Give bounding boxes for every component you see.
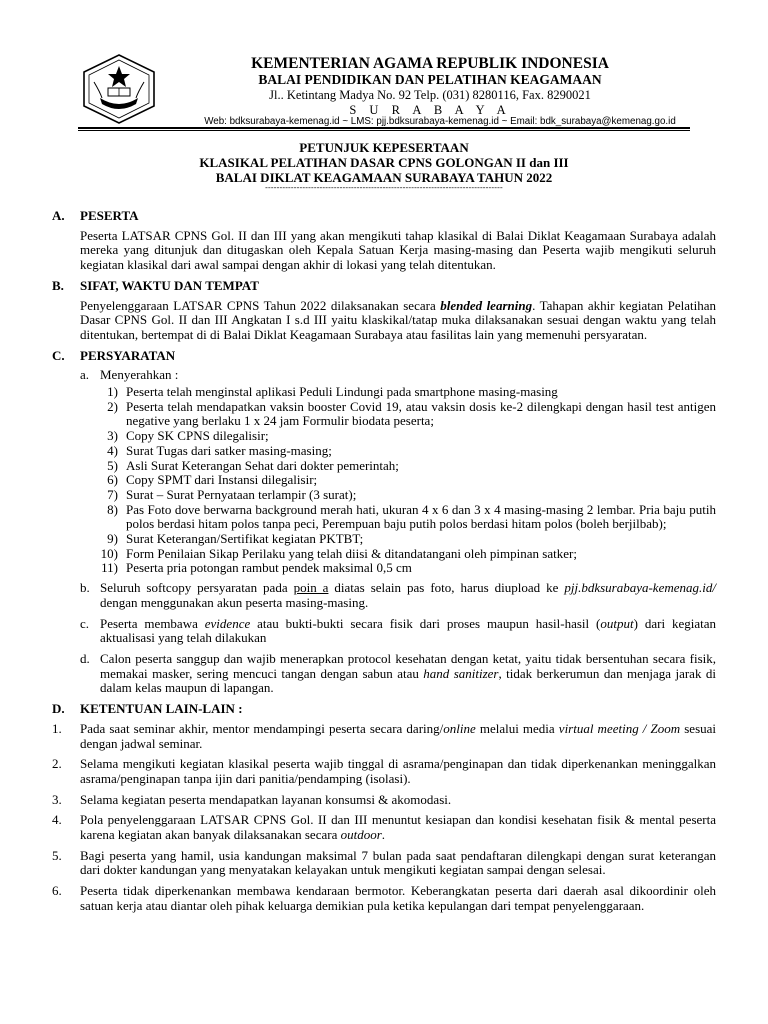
- list-item: [100, 444, 716, 459]
- list-item: [100, 488, 716, 503]
- list-item: [52, 722, 716, 751]
- section-title: PERSYARATAN: [80, 347, 176, 363]
- section-a-heading: [52, 209, 716, 224]
- text-run: sesuai dengan jadwal seminar.: [80, 720, 717, 751]
- text-emphasis: blended learning: [440, 297, 533, 313]
- item-number: 2): [107, 398, 118, 414]
- document-body: [52, 205, 716, 920]
- item-text: Selama mengikuti kegiatan klasikal peserta wajib tinggal di asrama/penginapan dan tidak diperkenankan meninggalkan asrama/penginapan tanpa ijin dari panitia/pendamping (isolasi).: [80, 756, 716, 786]
- lms-url: pjj.bdksurabaya-kemenag.id/: [564, 580, 716, 596]
- text-run: ) dari kegiatan aktualisasi yang telah dilakukan: [100, 615, 716, 646]
- section-letter: A.: [52, 208, 65, 223]
- doc-title-line2: KLASIKAL PELATIHAN DASAR CPNS GOLONGAN II dan III: [199, 155, 569, 170]
- item-text: Pas Foto dove berwarna background merah hati, ukuran 4 x 6 dan 3 x 4 masing-masing 2 lembar. Pria baju putih polos berdasi hitam polos tanpa peci, Perempuan baju putih polos berdasi hitam polos (boleh berjilbab);: [126, 501, 716, 532]
- text-run: melalui media: [475, 720, 559, 736]
- text-emphasis: hand sanitizer: [423, 665, 499, 681]
- item-text: Menyerahkan :: [100, 367, 179, 383]
- section-d-heading: [52, 702, 716, 717]
- item-text: Form Penilaian Sikap Perilaku yang telah diisi & ditandatangani oleh pimpinan satker;: [126, 545, 577, 561]
- requirement-b: [80, 581, 716, 610]
- requirement-c: [80, 617, 716, 646]
- item-text: Peserta telah mendapatkan vaksin booster Covid 19, atau vaksin dosis ke-2 dilengkapi dengan hasil test antigen negative yang berlaku 1 x 24 jam Formulir biodata peserta;: [126, 398, 716, 429]
- item-number: 5.: [52, 847, 62, 863]
- item-number: 10): [100, 545, 118, 561]
- list-item: [100, 400, 716, 429]
- item-text: Surat Keterangan/Sertifikat kegiatan PKTBT;: [126, 531, 364, 547]
- item-text: Surat – Surat Pernyataan terlampir (3 surat);: [126, 486, 357, 502]
- requirement-a: [80, 368, 716, 383]
- item-number: 9): [107, 531, 118, 547]
- address: Jl.. Ketintang Madya No. 92 Telp. (031) 8280116, Fax. 8290021: [269, 88, 591, 102]
- list-item: [100, 547, 716, 562]
- item-number: 8): [107, 501, 118, 517]
- section-title: PESERTA: [80, 208, 139, 223]
- item-number: 4.: [52, 812, 62, 828]
- item-text: Peserta tidak diperkenankan membawa kendaraan bermotor. Keberangkatan peserta dari daerah asal dikoordinir oleh satuan kerja atau diantar oleh pihak keluarga demikian pula ketika kepulangan dari tempat penyelenggaraan.: [80, 883, 716, 913]
- item-text: [100, 617, 716, 646]
- list-item: [52, 793, 716, 808]
- section-c-heading: [52, 349, 716, 364]
- web-contacts: Web: bdksurabaya-kemenag.id ~ LMS: pjj.bdksurabaya-kemenag.id ~ Email: bdk_surabaya@kemenag.go.id: [204, 116, 676, 127]
- item-letter: a.: [80, 367, 90, 383]
- text-run: , tidak berkerumun dan menjaga jarak di dalam kelas maupun di lapangan.: [100, 665, 716, 696]
- text-run: diatas selain pas foto, harus diupload ke: [328, 580, 565, 596]
- list-item: [52, 757, 716, 786]
- list-item: [100, 429, 716, 444]
- list-item: [100, 385, 716, 400]
- section-b-heading: [52, 279, 716, 294]
- section-a-text: Peserta LATSAR CPNS Gol. II dan III yang akan mengikuti tahap klasikal di Balai Diklat Keagamaan Surabaya adalah mereka yang ditunjuk dan ditugaskan oleh Kepala Satuan Kerja masing-masing dan Peserta wajib mengikuti seluruh kegiatan klasikal dari awal sampai dengan akhir di lokasi yang telah ditentukan.: [80, 227, 716, 273]
- section-b-text: [80, 299, 716, 343]
- item-text: Peserta pria potongan rambut pendek maksimal 0,5 cm: [126, 560, 412, 576]
- section-letter: C.: [52, 347, 65, 363]
- item-text: Copy SK CPNS dilegalisir;: [126, 428, 269, 444]
- list-item: [100, 459, 716, 474]
- item-number: 6): [107, 472, 118, 488]
- text-underline: poin a: [293, 580, 329, 596]
- item-text: [80, 813, 716, 842]
- item-letter: b.: [80, 580, 90, 596]
- list-item: [100, 532, 716, 547]
- text-run: Pada saat seminar akhir, mentor mendampingi peserta secara daring/: [80, 720, 444, 736]
- institution-name: BALAI PENDIDIKAN DAN PELATIHAN KEAGAMAAN: [258, 72, 602, 87]
- item-number: 4): [107, 442, 118, 458]
- text-run: Calon peserta sanggup dan wajib menerapkan protocol kesehatan dengan ketat, yaitu tidak bersentuhan secara fisik, memakai masker, sering mencuci tangan dengan sabun atau: [100, 650, 716, 681]
- item-text: [100, 581, 716, 610]
- section-letter: D.: [52, 701, 65, 717]
- item-number: 3.: [52, 791, 62, 807]
- item-number: 7): [107, 486, 118, 502]
- list-item: [100, 503, 716, 532]
- text-emphasis: virtual meeting / Zoom: [558, 720, 681, 736]
- text-run: Penyelenggaraan LATSAR CPNS Tahun 2022 dilaksanakan secara: [80, 297, 441, 313]
- list-item: [52, 884, 716, 913]
- text-emphasis: online: [443, 720, 476, 736]
- list-item: [100, 561, 716, 576]
- item-text: [80, 722, 716, 751]
- item-number: 3): [107, 428, 118, 444]
- text-run: dengan menggunakan akun peserta masing-masing.: [100, 594, 369, 610]
- text-run: . Tahapan akhir kegiatan Pelatihan Dasar CPNS Gol. II dan III Angkatan I s.d III yaitu klaskikal/tatap muka dilaksanakan sesuai dengan waktu yang telah ditentukan, bertempat di di Balai Diklat Keagamaan Surabaya atau fasilitas lain yang memenuhi persyaratan.: [80, 297, 716, 342]
- item-number: 11): [101, 560, 118, 576]
- text-emphasis: evidence: [204, 615, 251, 631]
- section-letter: B.: [52, 277, 64, 293]
- item-number: 6.: [52, 883, 62, 899]
- doc-title-line3: BALAI DIKLAT KEAGAMAAN SURABAYA TAHUN 2022: [215, 170, 553, 185]
- item-text: Peserta telah menginstal aplikasi Peduli Lindungi pada smartphone masing-masing: [126, 384, 558, 400]
- kemenag-emblem-icon: [80, 52, 158, 126]
- text-emphasis: outdoor: [340, 827, 382, 843]
- item-number: 5): [107, 457, 118, 473]
- item-number: 1.: [52, 720, 62, 736]
- doc-title-line1: PETUNJUK KEPESERTAAN: [299, 140, 469, 155]
- item-letter: d.: [80, 650, 90, 666]
- item-text: Bagi peserta yang hamil, usia kandungan maksimal 7 bulan pada saat pendaftaran dilengkapi dengan surat keterangan dari dokter kandungan yang menyatakan kelayakan untuk mengikuti kegiatan sampai dengan selesai.: [80, 847, 716, 878]
- text-emphasis: output: [600, 615, 634, 631]
- text-run: Pola penyelenggaraan LATSAR CPNS Gol. II dan III menuntut kesiapan dan kondisi kesehatan fisik & mental peserta karena kegiatan akan banyak dilaksanakan secara: [80, 812, 716, 843]
- other-provisions-list: [52, 722, 716, 914]
- section-title: SIFAT, WAKTU DAN TEMPAT: [80, 277, 259, 293]
- title-separator: -----------------------------------------------------------------------------------: [265, 183, 503, 192]
- city: S U R A B A Y A: [349, 103, 511, 117]
- item-letter: c.: [80, 615, 90, 631]
- text-run: .: [381, 827, 386, 843]
- text-run: Seluruh softcopy persyaratan pada: [100, 580, 294, 596]
- item-text: Copy SPMT dari Instansi dilegalisir;: [126, 472, 318, 488]
- list-item: [100, 473, 716, 488]
- list-item: [52, 849, 716, 878]
- ministry-name: KEMENTERIAN AGAMA REPUBLIK INDONESIA: [251, 55, 609, 72]
- item-text: [100, 652, 716, 696]
- item-text: Surat Tugas dari satker masing-masing;: [126, 442, 332, 458]
- requirement-list: [100, 385, 716, 576]
- item-number: 1): [107, 384, 118, 400]
- requirement-d: [80, 652, 716, 696]
- item-number: 2.: [52, 756, 62, 772]
- list-item: [52, 813, 716, 842]
- section-title: KETENTUAN LAIN-LAIN :: [80, 701, 243, 717]
- item-text: Asli Surat Keterangan Sehat dari dokter pemerintah;: [126, 457, 399, 473]
- item-text: Selama kegiatan peserta mendapatkan layanan konsumsi & akomodasi.: [80, 791, 452, 807]
- text-run: Peserta membawa: [100, 615, 205, 631]
- letterhead-rule-thin: [78, 130, 690, 131]
- text-run: atau bukti-bukti secara fisik dari proses maupun hasil-hasil (: [250, 615, 601, 631]
- letterhead-rule: [78, 127, 690, 129]
